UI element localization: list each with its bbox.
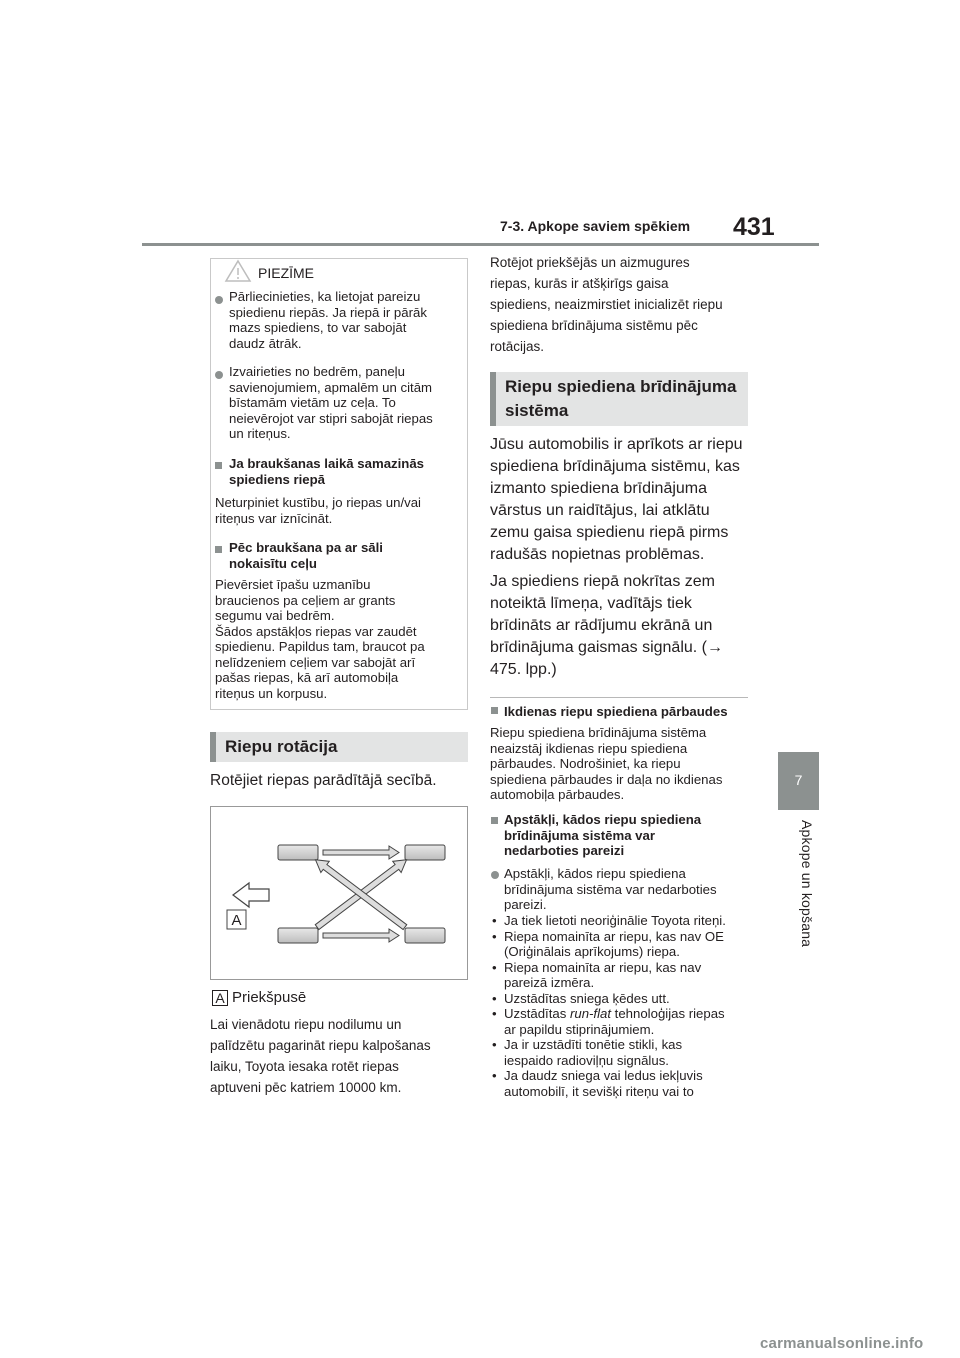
rotation-diagram <box>210 806 468 980</box>
rotation-heading <box>210 732 468 762</box>
note-sub2-title: Pēc braukšana pa ar sāli nokaisītu ceļu <box>229 540 383 571</box>
list-item: • Ja daudz sniega vai ledus iekļuvis automobilī, it sevišķi riteņu vai to <box>492 1068 703 1099</box>
tire-front-left <box>278 845 318 860</box>
list-item: • Ja ir uzstādīti tonētie stikli, kas iespaido radioviļņu signālus. <box>492 1037 683 1068</box>
daily-check-body: Riepu spiediena brīdinājuma sistēma neaizstāj ikdienas riepu spiediena pārbaudes. Nodrošiniet, ka riepu spiediena pārbaudes ir daļa no ikdienas automobiļa pārbaudes. <box>490 725 723 802</box>
divider <box>490 697 748 698</box>
bullet-circle-icon <box>215 296 223 304</box>
legend-key: A <box>212 990 228 1006</box>
front-direction-arrow <box>233 883 269 907</box>
note-sub2-body: Pievērsiet īpašu uzmanību braucienos pa ceļiem ar grants segumu vai bedrēm. Šādos apstākļos riepas var zaudēt spiedienu. Papildus tam, braucot pa nelīdzeniem ceļiem var sabojāt arī pašas riepas, kā arī automobiļa riteņus un korpusu. <box>215 577 425 701</box>
watermark: carmanualsonline.info <box>760 1335 924 1352</box>
note-title: PIEZĪME <box>258 265 315 281</box>
header-rule <box>142 243 819 246</box>
warning-triangle-icon <box>224 259 252 288</box>
chapter-tab <box>778 752 819 810</box>
daily-check-title: Ikdienas riepu spiediena pārbaudes <box>504 704 728 719</box>
page-number: 431 <box>733 213 775 241</box>
note-bullet-1: Pārliecinieties, ka lietojat pareizu spiedienu riepās. Ja riepā ir pārāk mazs spiediens, to var sabojāt daudz ātrāk. <box>229 289 427 351</box>
bullet-square-icon <box>491 707 498 714</box>
note-sub1-body: Neturpiniet kustību, jo riepas un/vai riteņus var iznīcināt. <box>215 495 421 526</box>
arrow-rear <box>323 929 399 942</box>
note-sub1-title: Ja braukšanas laikā samazinās spiediens riepā <box>229 456 425 487</box>
tpws-heading-text: Riepu spiediena brīdinājuma sistēma <box>505 377 737 420</box>
rotation-diagram-svg <box>211 807 469 981</box>
section-title: 7-3. Apkope saviem spēkiem <box>500 218 691 234</box>
rotation-instruction: Rotējiet riepas parādītājā secībā. <box>210 772 437 789</box>
chapter-number: 7 <box>794 772 803 788</box>
bullet-square-icon <box>491 817 498 824</box>
list-item: • Uzstādītas sniega ķēdes utt. <box>492 990 670 1006</box>
diagram-label: A <box>231 912 242 929</box>
conditions-list <box>492 913 750 1099</box>
conditions-intro: Apstākļi, kādos riepu spiediena brīdinājuma sistēma var nedarboties pareizi. <box>504 866 717 912</box>
tire-rear-left <box>278 928 318 943</box>
tpws-heading <box>490 372 748 426</box>
heading-bar <box>490 372 496 426</box>
list-item: • Ja tiek lietoti neoriģinālie Toyota riteņi. <box>492 913 726 928</box>
rotation-heading-text: Riepu rotācija <box>225 737 338 756</box>
note-bullet-2: Izvairieties no bedrēm, paneļu savienojumiem, apmalēm un citām bīstamām vietām uz ceļa. To neievērojot var stipri sabojāt riepas un riteņus. <box>229 364 433 441</box>
tpws-body: Jūsu automobilis ir aprīkots ar riepu spiediena brīdinājuma sistēmu, kas izmanto spiediena brīdinājuma vārstus un raidītājus, lai atklātu zemu gaisa spiedienu riepā pirms radušās nopietnas problēmas. Ja spiediens riepā nokrītas zem noteiktā līmeņa, vadītājs tiek brīdināts ar rādījumu ekrānā un brīdinājuma gaismas signālu. (→ 475. lpp.) <box>490 436 743 678</box>
bullet-square-icon <box>215 462 222 469</box>
heading-bar <box>210 732 216 762</box>
list-item: • Uzstādītas run-flat tehnoloģijas riepas ar papildu stiprinājumiem. <box>492 1006 725 1037</box>
rotation-body: Lai vienādotu riepu nodilumu un palīdzētu pagarināt riepu kalpošanas laiku, Toyota iesaka rotēt riepas aptuveni pēc katriem 10000 km. <box>210 1017 431 1095</box>
tire-rear-right <box>405 928 445 943</box>
rotation-reset-note: Rotējot priekšējās un aizmugures riepas, kurās ir atšķirīgs gaisa spiediens, neaizmirstiet inicializēt riepu spiediena brīdinājuma sistēmu pēc rotācijas. <box>490 255 723 354</box>
tire-front-right <box>405 845 445 860</box>
list-item: • Riepa nomainīta ar riepu, kas nav OE (Oriģinālais aprīkojums) riepa. <box>492 928 724 959</box>
list-item: • Riepa nomainīta ar riepu, kas nav pareizā izmēra. <box>492 959 702 990</box>
bullet-circle-icon <box>215 371 223 379</box>
bullet-square-icon <box>215 546 222 553</box>
legend-text: Priekšpusē <box>232 989 307 1006</box>
chapter-label: Apkope un kopšana <box>799 820 815 948</box>
conditions-title: Apstākļi, kādos riepu spiediena brīdinājuma sistēma var nedarboties pareizi <box>504 812 702 858</box>
bullet-circle-icon <box>491 871 499 879</box>
arrow-front <box>323 846 399 859</box>
